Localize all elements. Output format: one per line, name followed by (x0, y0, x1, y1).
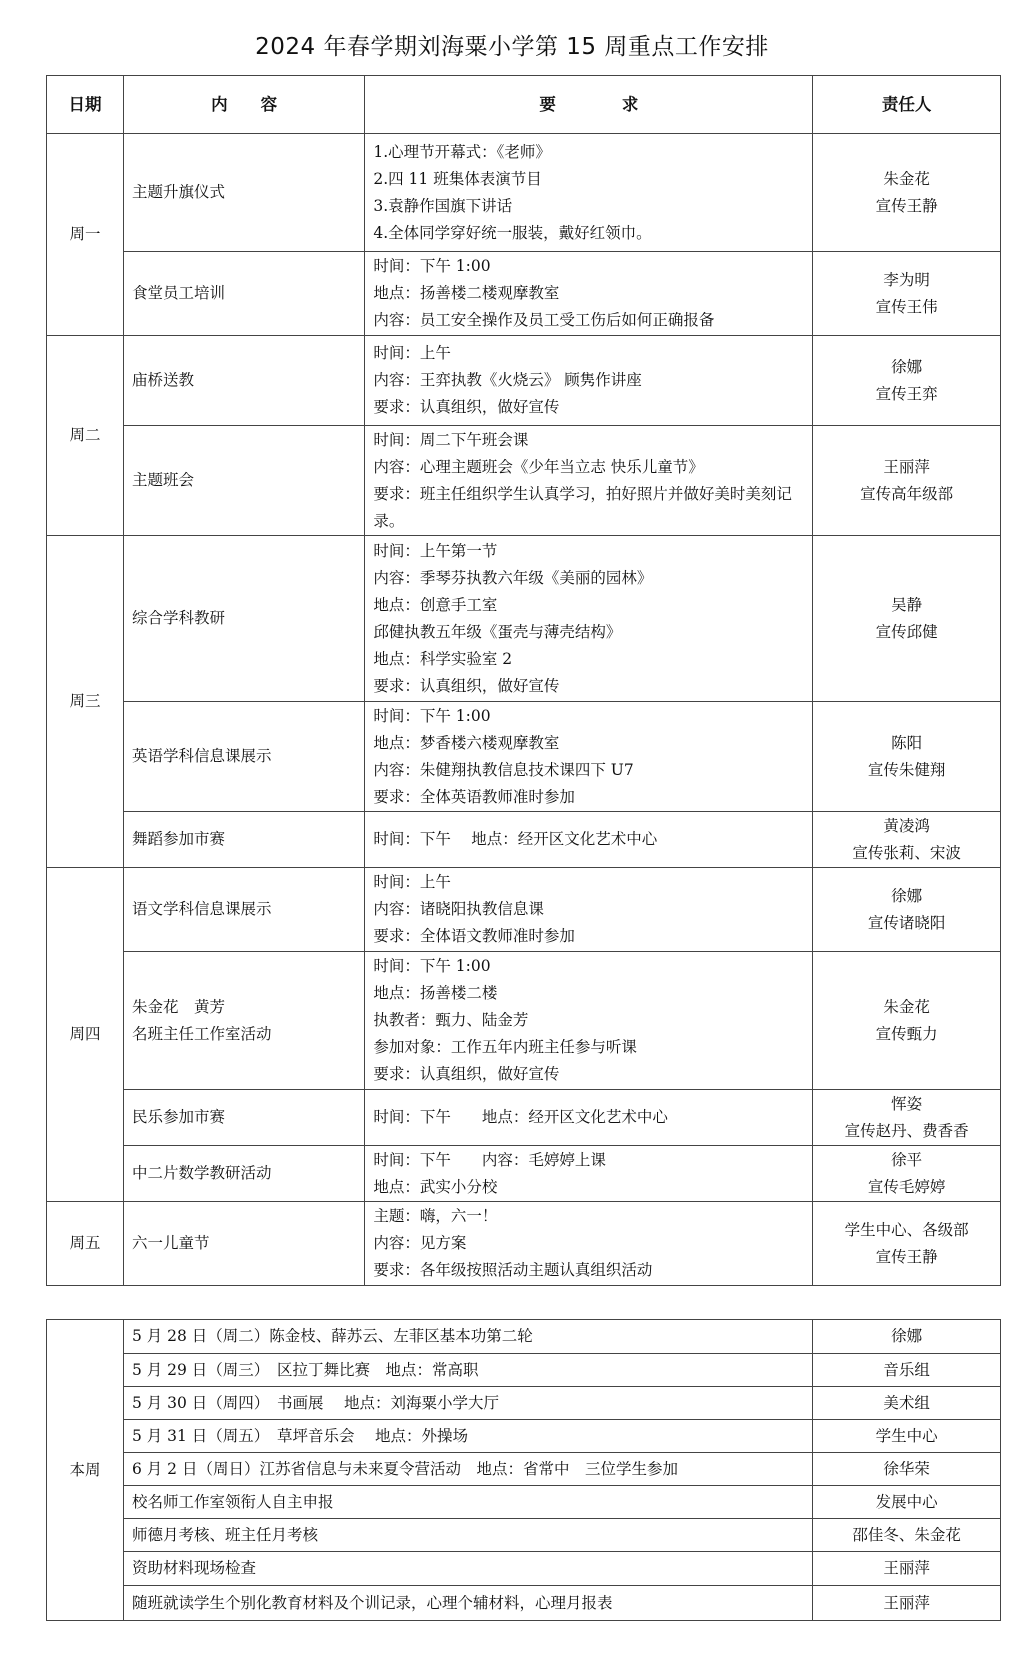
week-row (47, 1453, 1001, 1486)
week-item-responsible: 徐娜 (813, 1320, 1001, 1354)
responsible-line: 吴静 (891, 595, 923, 614)
requirements-cell (365, 1202, 813, 1286)
requirement-line: 时间：下午 地点：经开区文化艺术中心 (373, 1108, 668, 1126)
week-item-text: 资助材料现场检查 (123, 1552, 812, 1586)
week-item-responsible: 美术组 (813, 1387, 1001, 1420)
requirement-line: 时间：下午 地点：经开区文化艺术中心 (373, 830, 658, 848)
content-cell (123, 952, 364, 1090)
requirement-line: 时间：下午 1:00 (373, 706, 491, 725)
requirement-line: 时间：周二下午班会课 (373, 430, 529, 449)
content-cell (123, 1202, 364, 1286)
requirements-cell (365, 1090, 813, 1146)
content-line: 主题升旗仪式 (131, 183, 225, 201)
content-cell (123, 252, 364, 336)
responsible-line: 徐娜 (891, 357, 923, 376)
week-row (47, 1420, 1001, 1453)
responsible-cell (813, 134, 1001, 252)
week-item-responsible: 王丽萍 (813, 1552, 1001, 1586)
requirement-line: 时间：下午 1:00 (373, 257, 491, 275)
requirement-line: 要求：认真组织，做好宣传 (373, 1065, 560, 1083)
this-week-table (46, 1319, 1001, 1621)
table-row (47, 426, 1001, 536)
requirement-line: 地点：扬善楼二楼观摩教室 (373, 284, 560, 302)
responsible-line: 宣传邱健 (875, 622, 938, 641)
requirement-line: 地点：创意手工室 (373, 595, 498, 614)
requirements-cell (365, 426, 813, 536)
table-row (47, 1090, 1001, 1146)
requirement-line: 要求：班主任组织学生认真学习，拍好照片并做好美时美刻记录。 (373, 484, 792, 530)
responsible-cell (813, 868, 1001, 952)
responsible-line: 徐娜 (891, 886, 923, 905)
week-item-responsible: 王丽萍 (813, 1586, 1001, 1621)
content-cell (123, 702, 364, 812)
table-row (47, 336, 1001, 426)
requirement-line: 邱健执教五年级《蛋壳与薄壳结构》 (373, 622, 622, 641)
requirement-line: 时间：上午 (373, 344, 451, 362)
responsible-line: 学生中心、各级部 (844, 1220, 969, 1239)
content-line: 语文学科信息课展示 (131, 900, 272, 918)
week-row (47, 1519, 1001, 1552)
responsible-cell (813, 1090, 1001, 1146)
responsible-cell (813, 536, 1001, 702)
requirements-cell (365, 702, 813, 812)
responsible-line: 李为明 (883, 270, 930, 289)
header-responsible: 责任人 (813, 76, 1001, 134)
responsible-cell (813, 252, 1001, 336)
week-item-responsible: 徐华荣 (813, 1453, 1001, 1486)
responsible-cell (813, 812, 1001, 868)
requirement-line: 内容：诸晓阳执教信息课 (373, 900, 544, 918)
week-item-text: 5 月 31 日（周五） 草坪音乐会 地点：外操场 (123, 1420, 812, 1453)
day-cell: 周五 (47, 1202, 124, 1286)
content-cell (123, 1146, 364, 1202)
week-label-cell: 本周 (47, 1320, 124, 1621)
table-row (47, 536, 1001, 702)
responsible-line: 宣传诸晓阳 (867, 913, 946, 932)
responsible-line: 恽姿 (891, 1094, 923, 1113)
requirement-line: 主题：嗨，六一！ (373, 1207, 498, 1225)
week-row (47, 1552, 1001, 1586)
responsible-cell (813, 426, 1001, 536)
requirement-line: 2.四 11 班集体表演节目 (373, 169, 542, 188)
requirement-line: 内容：心理主题班会《少年当立志 快乐儿童节》 (373, 457, 704, 476)
requirement-line: 要求：认真组织，做好宣传 (373, 676, 560, 695)
table-row (47, 252, 1001, 336)
week-item-text: 5 月 30 日（周四） 书画展 地点：刘海粟小学大厅 (123, 1387, 812, 1420)
requirement-line: 时间：上午第一节 (373, 541, 498, 560)
responsible-line: 王丽萍 (883, 457, 930, 476)
requirement-line: 地点：武实小分校 (373, 1177, 498, 1196)
header-requirements: 要 求 (365, 76, 813, 134)
responsible-line: 陈阳 (891, 733, 923, 752)
week-item-text: 随班就读学生个别化教育材料及个训记录，心理个辅材料，心理月报表 (123, 1586, 812, 1621)
content-cell (123, 536, 364, 702)
week-item-text: 师德月考核、班主任月考核 (123, 1519, 812, 1552)
requirement-line: 要求：全体语文教师准时参加 (373, 927, 575, 945)
content-line: 食堂员工培训 (131, 284, 225, 302)
requirement-line: 要求：全体英语教师准时参加 (373, 787, 575, 806)
requirement-line: 时间：下午 1:00 (373, 957, 491, 975)
content-line: 舞蹈参加市赛 (131, 830, 225, 848)
content-cell (123, 134, 364, 252)
content-line: 庙桥送教 (131, 371, 194, 389)
content-line: 主题班会 (131, 471, 194, 489)
header-row (47, 76, 1001, 134)
responsible-line: 黄凌鸿 (883, 816, 930, 835)
responsible-line: 宣传王静 (875, 196, 938, 215)
week-item-responsible: 邵佳冬、朱金花 (813, 1519, 1001, 1552)
week-item-text: 5 月 28 日（周二）陈金枝、薛苏云、左菲区基本功第二轮 (123, 1320, 812, 1354)
responsible-line: 宣传朱健翔 (867, 760, 946, 779)
content-cell (123, 868, 364, 952)
requirement-line: 内容：季琴芬执教六年级《美丽的园林》 (373, 568, 653, 587)
requirements-cell (365, 868, 813, 952)
requirement-line: 1.心理节开幕式：《老师》 (373, 142, 551, 161)
table-row (47, 1202, 1001, 1286)
week-row (47, 1586, 1001, 1621)
table-row (47, 868, 1001, 952)
requirement-line: 内容：王弈执教《火烧云》 顾隽作讲座 (373, 371, 642, 389)
schedule-table (46, 75, 1001, 1286)
responsible-cell (813, 1146, 1001, 1202)
requirements-cell (365, 134, 813, 252)
responsible-line: 宣传王弈 (875, 384, 938, 403)
responsible-line: 宣传王伟 (875, 297, 938, 316)
requirements-cell (365, 336, 813, 426)
responsible-line: 宣传甄力 (875, 1024, 938, 1043)
table-row (47, 702, 1001, 812)
responsible-cell (813, 336, 1001, 426)
responsible-line: 朱金花 (883, 169, 930, 188)
content-cell (123, 426, 364, 536)
table-row (47, 1146, 1001, 1202)
content-line: 六一儿童节 (131, 1234, 210, 1252)
day-cell: 周三 (47, 536, 124, 868)
responsible-line: 徐平 (891, 1150, 923, 1169)
content-line: 朱金花 黄芳 (131, 997, 225, 1016)
responsible-cell (813, 702, 1001, 812)
day-cell: 周二 (47, 336, 124, 536)
requirement-line: 内容：员工安全操作及员工受工伤后如何正确报备 (373, 311, 715, 329)
week-item-text: 校名师工作室领衔人自主申报 (123, 1486, 812, 1519)
responsible-line: 宣传赵丹、费香香 (844, 1121, 969, 1140)
table-row (47, 812, 1001, 868)
week-item-responsible: 学生中心 (813, 1420, 1001, 1453)
day-cell: 周四 (47, 868, 124, 1202)
table-row (47, 952, 1001, 1090)
requirement-line: 要求：认真组织，做好宣传 (373, 398, 560, 416)
responsible-cell (813, 1202, 1001, 1286)
requirement-line: 参加对象：工作五年内班主任参与听课 (373, 1038, 637, 1056)
requirement-line: 地点：梦香楼六楼观摩教室 (373, 733, 560, 752)
requirements-cell (365, 1146, 813, 1202)
content-line: 中二片数学教研活动 (131, 1164, 272, 1182)
responsible-cell (813, 952, 1001, 1090)
responsible-line: 宣传张莉、宋波 (852, 843, 961, 862)
requirement-line: 时间：上午 (373, 873, 451, 891)
content-cell (123, 812, 364, 868)
day-cell: 周一 (47, 134, 124, 336)
requirement-line: 3.袁静作国旗下讲话 (373, 196, 513, 215)
requirement-line: 4.全体同学穿好统一服装，戴好红领巾。 (373, 223, 652, 242)
responsible-line: 宣传高年级部 (860, 484, 954, 503)
header-content: 内 容 (123, 76, 364, 134)
responsible-line: 朱金花 (883, 997, 930, 1016)
content-cell (123, 336, 364, 426)
week-item-text: 5 月 29 日（周三） 区拉丁舞比赛 地点：常高职 (123, 1354, 812, 1387)
requirement-line: 内容：朱健翔执教信息技术课四下 U7 (373, 760, 634, 779)
requirement-line: 地点：扬善楼二楼 (373, 984, 498, 1002)
content-line: 综合学科教研 (131, 609, 225, 627)
responsible-line: 宣传毛婷婷 (867, 1177, 946, 1196)
requirement-line: 要求：各年级按照活动主题认真组织活动 (373, 1261, 653, 1279)
table-row (47, 134, 1001, 252)
requirements-cell (365, 812, 813, 868)
week-row (47, 1354, 1001, 1387)
week-row (47, 1387, 1001, 1420)
week-row (47, 1320, 1001, 1354)
content-line: 英语学科信息课展示 (131, 747, 272, 765)
header-day: 日期 (47, 76, 124, 134)
content-line: 民乐参加市赛 (131, 1108, 225, 1126)
week-row (47, 1486, 1001, 1519)
week-item-responsible: 音乐组 (813, 1354, 1001, 1387)
requirement-line: 时间：下午 内容：毛婷婷上课 (373, 1150, 606, 1169)
requirement-line: 内容：见方案 (373, 1234, 467, 1252)
requirements-cell (365, 952, 813, 1090)
requirement-line: 地点：科学实验室 2 (373, 649, 513, 668)
week-item-text: 6 月 2 日（周日）江苏省信息与未来夏令营活动 地点：省常中 三位学生参加 (123, 1453, 812, 1486)
requirement-line: 执教者：甄力、陆金芳 (373, 1011, 529, 1029)
requirements-cell (365, 252, 813, 336)
content-line: 名班主任工作室活动 (131, 1024, 272, 1043)
content-cell (123, 1090, 364, 1146)
requirements-cell (365, 536, 813, 702)
week-item-responsible: 发展中心 (813, 1486, 1001, 1519)
responsible-line: 宣传王静 (875, 1247, 938, 1266)
page-title: 2024 年春学期刘海粟小学第 15 周重点工作安排 (255, 34, 769, 60)
